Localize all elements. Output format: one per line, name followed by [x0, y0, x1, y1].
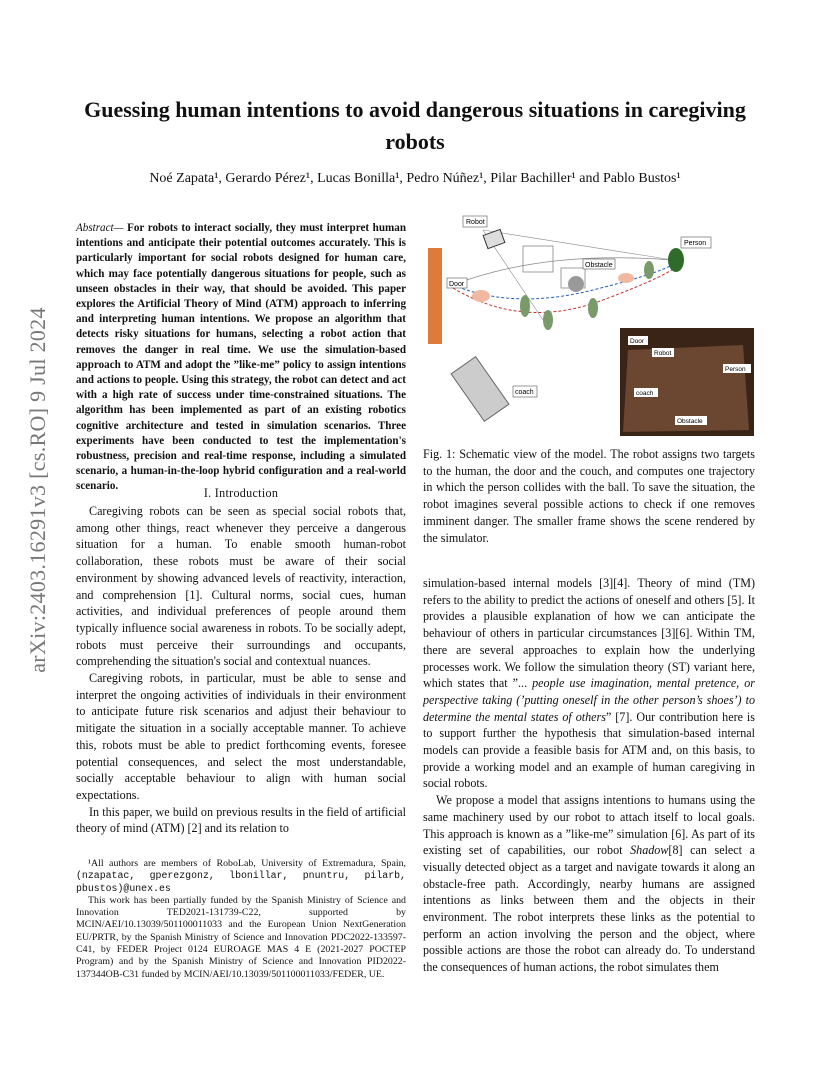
- intention-blob: [543, 310, 553, 330]
- view-cone-line: [483, 230, 673, 260]
- right-column-body: [423, 575, 755, 976]
- paragraph-text: We propose a model that assigns intentions to humans using the same machinery used by our robot to attach itself to local goals. This approach is known as a ”like-me” simulation [6]. As part of its existing set of capabilities, our robot: [423, 793, 755, 858]
- ball-shape: [568, 276, 584, 292]
- paragraph: [423, 792, 755, 976]
- abstract-text: For robots to interact socially, they must interpret human intentions and anticipate their potential outcomes accurately. This is particularly important for social robots designed for human care, which may face potentially dangerous situations for people, such as unseen obstacles in their way, that should be avoided. This paper explores the Artificial Theory of Mind (ATM) approach to inferring and interpreting human intentions. We propose an algorithm that detects risky situations for humans, selecting a robot action that removes the danger in real time. We use the simulation-based approach to ATM and adopt the ”like-me” policy to assign intentions and actions to people. Using this strategy, the robot can detect and act with a high rate of success under time-constrained situations. The algorithm has been implemented as part of an existing robotics cognitive architecture and tested in simulation scenarios. Three experiments have been conducted to test the implementation's robustness, precision and real-time response, including a simulated scenario, a human-in-the-loop hybrid configuration and a real-world scenario.: [76, 222, 406, 493]
- author-emails: (nzapatac, gperezgonz, lbonillar, pnuntru, pilarb, pbustos)@unex.es: [76, 870, 406, 894]
- robot-label: Robot: [466, 219, 485, 226]
- section-heading: I. Introduction: [203, 486, 279, 500]
- intention-blob: [588, 298, 598, 318]
- intention-blob: [472, 290, 490, 302]
- paragraph: Caregiving robots can be seen as special social robots that, among other things, react whenever they perceive a dangerous situation for a human. To enable smooth human-robot collaboration, these robots must be aware of their social environment by showing advanced levels of reactivity, interaction, and comprehension [1]. Cultural norms, social cues, human activities, and individual preferences of people around them typically influence social awareness in robots. To be socially adept, robots must perceive their surroundings and occupants, comprehending the situation's social and contextual nuances.: [76, 504, 406, 669]
- left-column-body: [76, 503, 406, 837]
- inset-robot-label: Robot: [654, 350, 672, 357]
- paragraph-text: ” [7]. Our contribution here is to support further the hypothesis that simulation-based internal models can provide a feasible basis for ATM and, on this basis, to provide a working model and an example of human caregiving in social robots.: [423, 709, 755, 791]
- abstract-label: Abstract—: [76, 222, 124, 234]
- couch-label: coach: [515, 389, 534, 396]
- paper-title: Guessing human intentions to avoid dangerous situations in caregiving robots: [84, 97, 746, 154]
- arxiv-identifier: [26, 300, 50, 680]
- paragraph: In this paper, we build on previous results in the field of artificial theory of mind (ATM) [2] and its relation to: [76, 804, 406, 836]
- inset-door-label: Door: [630, 338, 645, 345]
- robot-name: Shadow: [630, 843, 669, 858]
- paragraph-text: [8] can select a visually detected object as a target and navigate towards it along an obstacle-free path. Accordingly, nearby humans are assigned intentions as links between them and the objects in their environment. The robot interprets these links as the potential to perform an action involving the person and the object, where possible actions are those the robot can already do. To understand the consequences of human actions, the robot simulates them: [423, 843, 755, 975]
- author-list: Noé Zapata¹, Gerardo Pérez¹, Lucas Bonilla¹, Pedro Núñez¹, Pilar Bachiller¹ and Pablo Bustos¹: [149, 171, 681, 186]
- paragraph: [423, 575, 755, 792]
- figure-caption: Fig. 1: Schematic view of the model. The robot assigns two targets to the human, the door and the couch, and computes one trajectory in which the person collides with the ball. To save the situation, the robot imagines several possible actions to check if one removes imminent danger. The smaller frame shows the scene rendered by the simulator.: [423, 447, 755, 545]
- door-shape: [428, 248, 442, 344]
- inset-person-label: Person: [725, 366, 746, 373]
- obstacle-label: Obstacle: [585, 262, 613, 269]
- trajectory-line: [453, 258, 673, 285]
- intention-blob: [618, 273, 634, 283]
- paragraph: Caregiving robots, in particular, must be able to sense and interpret the ongoing activities of individuals in their environment to anticipate future risk scenarios and adjust their behaviour to mitigate the situation in a socially acceptable manner. To achieve this, robots must be able to predict forthcoming events, foresee potential consequences, and select the most understandable, socially acceptable behaviour to align with human social expectations.: [76, 671, 406, 802]
- obstacle-box: [523, 246, 553, 272]
- abstract: [76, 221, 406, 495]
- affiliation-footnote: [76, 858, 406, 895]
- funding-footnote: This work has been partially funded by the Spanish Ministry of Science and Innovation TED2021-131739-C22, supported by MCIN/AEI/10.13039/501100011033 and the European Union NextGeneration EU/PRTR, by the Spanish Ministry of Science and Innovation PDC2022-133597-C41, by FEDER Project 0124 EUROAGE MAS 4 E (2021-2027 POCTEP Program) and by the Spanish Ministry of Science and Innovation PID2022-137344OB-C31 funded by MCIN/AEI/10.13039/501100011033/FEDER, UE.: [76, 894, 406, 980]
- arxiv-identifier-text: arXiv:2403.16291v3 [cs.RO] 9 Jul 2024: [25, 307, 50, 673]
- couch-shape: [451, 357, 509, 422]
- inset-couch-label: coach: [636, 390, 654, 397]
- affiliation-text: ¹All authors are members of RoboLab, University of Extremadura, Spain,: [88, 858, 406, 869]
- figure-1: [423, 210, 755, 440]
- door-label: Door: [449, 281, 465, 288]
- schematic-diagram: [423, 210, 755, 440]
- intention-blob: [520, 295, 530, 317]
- quote-text: people use imagination, mental pretence, or perspective taking (’putting oneself in the other person’s shoes’) to determine the mental states of others: [423, 676, 755, 724]
- footnotes: [76, 858, 406, 981]
- paragraph-text: simulation-based internal models [3][4]. Theory of mind (TM) refers to the ability to predict the actions of oneself and others [5]. It provides a plausible explanation of how we can anticipate the behaviour of others in particular circumstances [3][6]. Within TM, there are several approaches to explain how the underlying processes work. We follow the simulation theory (ST) variant here, which states that ”...: [423, 576, 755, 691]
- person-label: Person: [684, 240, 707, 247]
- inset-obstacle-label: Obstacle: [677, 418, 703, 425]
- robot-shape: [483, 229, 505, 248]
- person-shape: [668, 248, 684, 272]
- intention-blob: [644, 261, 654, 279]
